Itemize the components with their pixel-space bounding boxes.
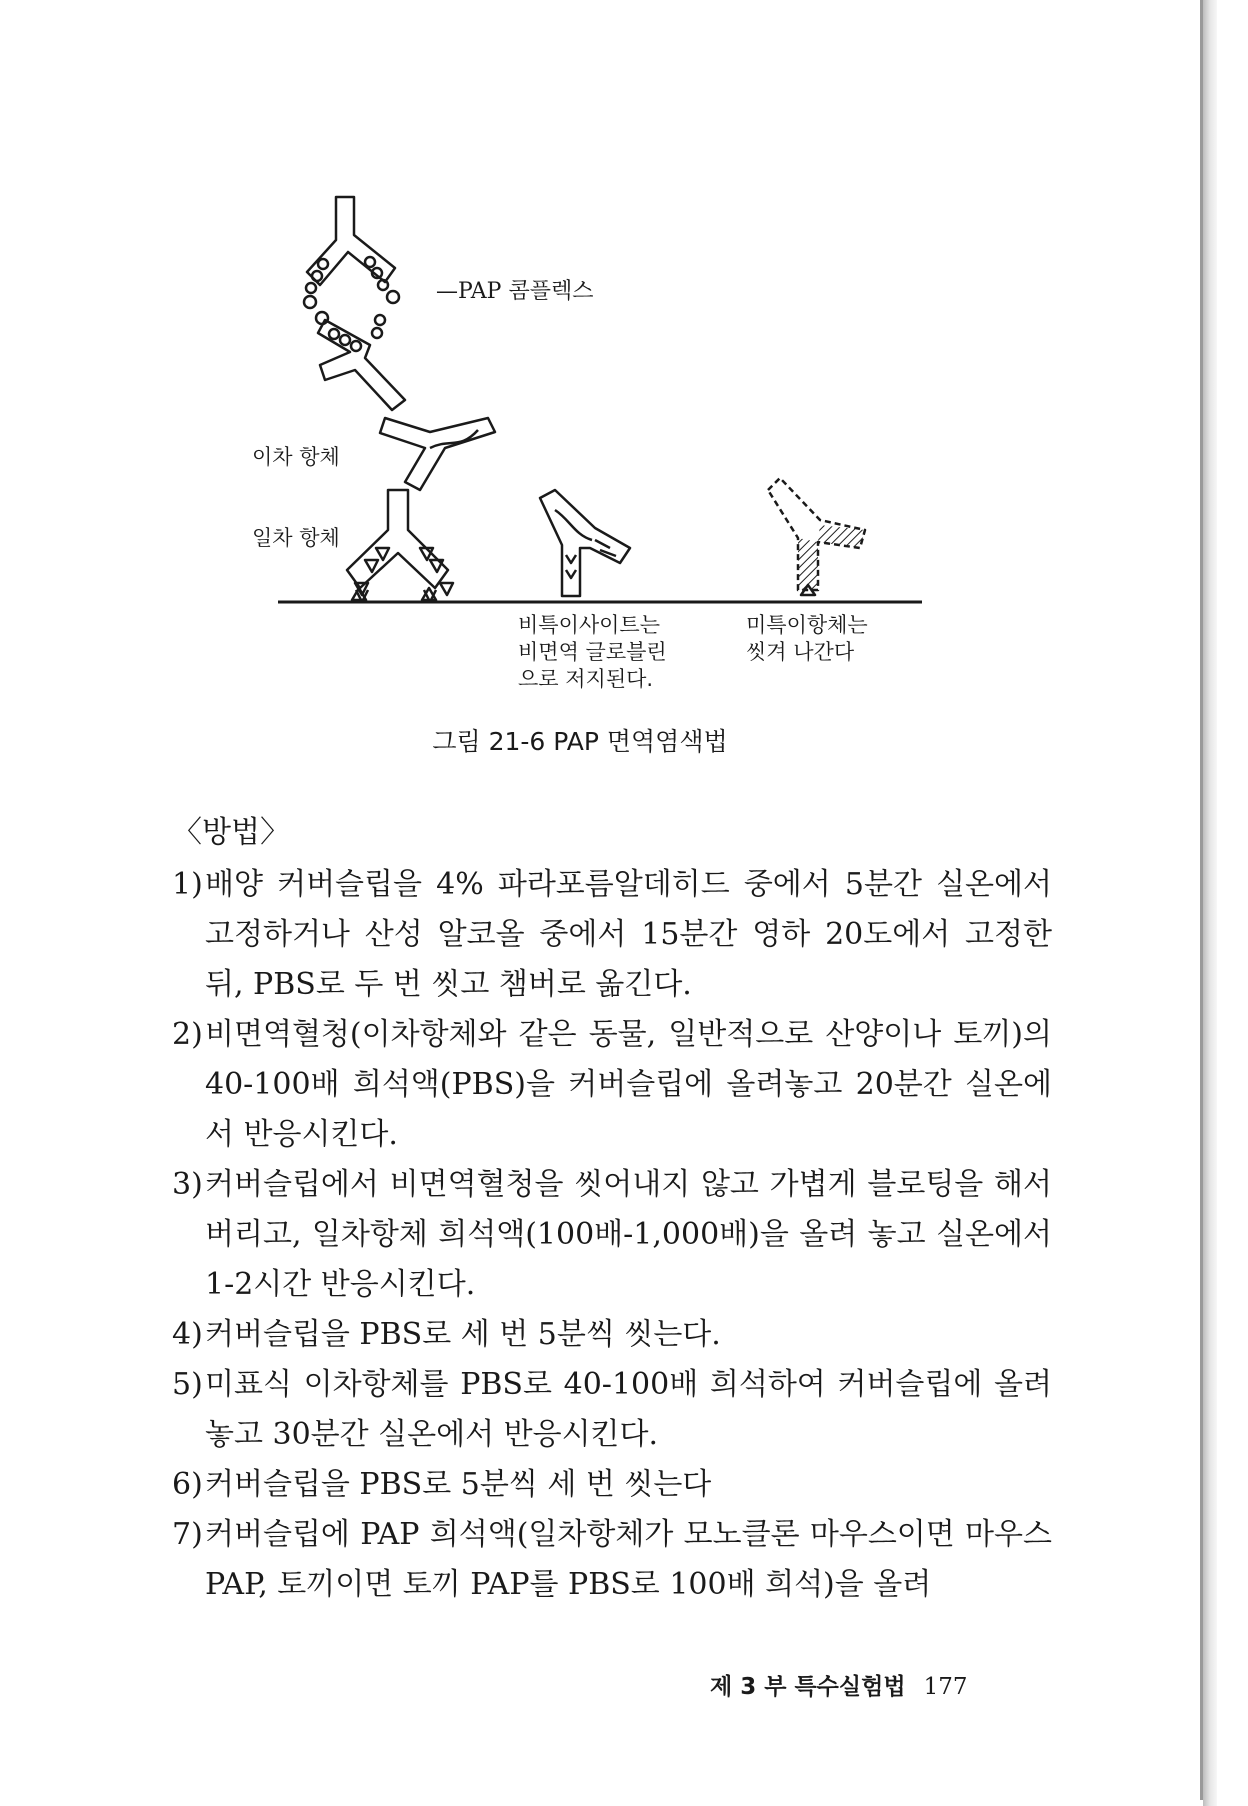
method-step [172, 860, 1052, 1010]
nonspecific-site-note: 비특이사이트는 비면역 글로블린 으로 저지된다. [518, 613, 667, 691]
step-number: 3) [172, 1167, 203, 1202]
page-footer [710, 1668, 967, 1701]
method-heading: 〈방법〉 [172, 815, 290, 850]
primary-antibody-icon [347, 490, 453, 602]
method-step [172, 1310, 1052, 1360]
section-title: 제 3 부 특수실험법 [710, 1674, 906, 1700]
primary-antibody-label: 일차 항체 [252, 526, 340, 550]
method-step [172, 1510, 1052, 1610]
pap-complex-label: —PAP 콤플렉스 [436, 279, 594, 304]
step-number: 6) [172, 1467, 203, 1502]
page-number: 177 [923, 1674, 968, 1700]
figure-caption: 그림 21-6 PAP 면역염색법 [432, 727, 728, 756]
step-number: 7) [172, 1517, 203, 1552]
nonspecific-antibody-icon [540, 490, 630, 596]
step-number: 2) [172, 1017, 203, 1052]
secondary-antibody-icon [380, 418, 495, 490]
method-step [172, 1360, 1052, 1460]
step-text: 배양 커버슬립을 4% 파라포름알데히드 중에서 5분간 실온에서 고정하거나 산성 알코올 중에서 15분간 영하 20도에서 고정한 뒤, PBS로 두 번 씻고 챔버로 옮긴다. [205, 867, 1052, 1002]
method-section [172, 808, 1052, 1610]
unspecific-antibody-icon [768, 478, 865, 595]
step-number: 4) [172, 1317, 203, 1352]
method-step [172, 1010, 1052, 1160]
step-number: 5) [172, 1367, 203, 1402]
step-text: 미표식 이차항체를 PBS로 40-100배 희석하여 커버슬립에 올려놓고 30분간 실온에서 반응시킨다. [205, 1367, 1052, 1452]
step-number: 1) [172, 867, 203, 902]
step-text: 커버슬립에 PAP 희석액(일차항체가 모노클론 마우스이면 마우스 PAP, 토끼이면 토끼 PAP를 PBS로 100배 희석)을 올려 [205, 1517, 1052, 1602]
secondary-antibody-label: 이차 항체 [252, 445, 340, 469]
unspecific-antibody-note: 미특이항체는 씻겨 나간다 [746, 613, 868, 664]
step-text: 비면역혈청(이차항체와 같은 동물, 일반적으로 산양이나 토끼)의 40-100배 희석액(PBS)을 커버슬립에 올려놓고 20분간 실온에서 반응시킨다. [205, 1017, 1052, 1152]
method-step [172, 1160, 1052, 1310]
scrollbar-edge [1203, 0, 1217, 1806]
step-text: 커버슬립에서 비면역혈청을 씻어내지 않고 가볍게 블로팅을 해서 버리고, 일차항체 희석액(100배-1,000배)을 올려 놓고 실온에서 1-2시간 반응시킨다. [205, 1167, 1052, 1302]
step-text: 커버슬립을 PBS로 5분씩 세 번 씻는다 [205, 1467, 712, 1502]
method-step [172, 1460, 1052, 1510]
step-text: 커버슬립을 PBS로 세 번 5분씩 씻는다. [205, 1317, 721, 1352]
pap-lower-antibody-icon [316, 312, 405, 410]
pap-top-antibody-icon [304, 197, 399, 308]
